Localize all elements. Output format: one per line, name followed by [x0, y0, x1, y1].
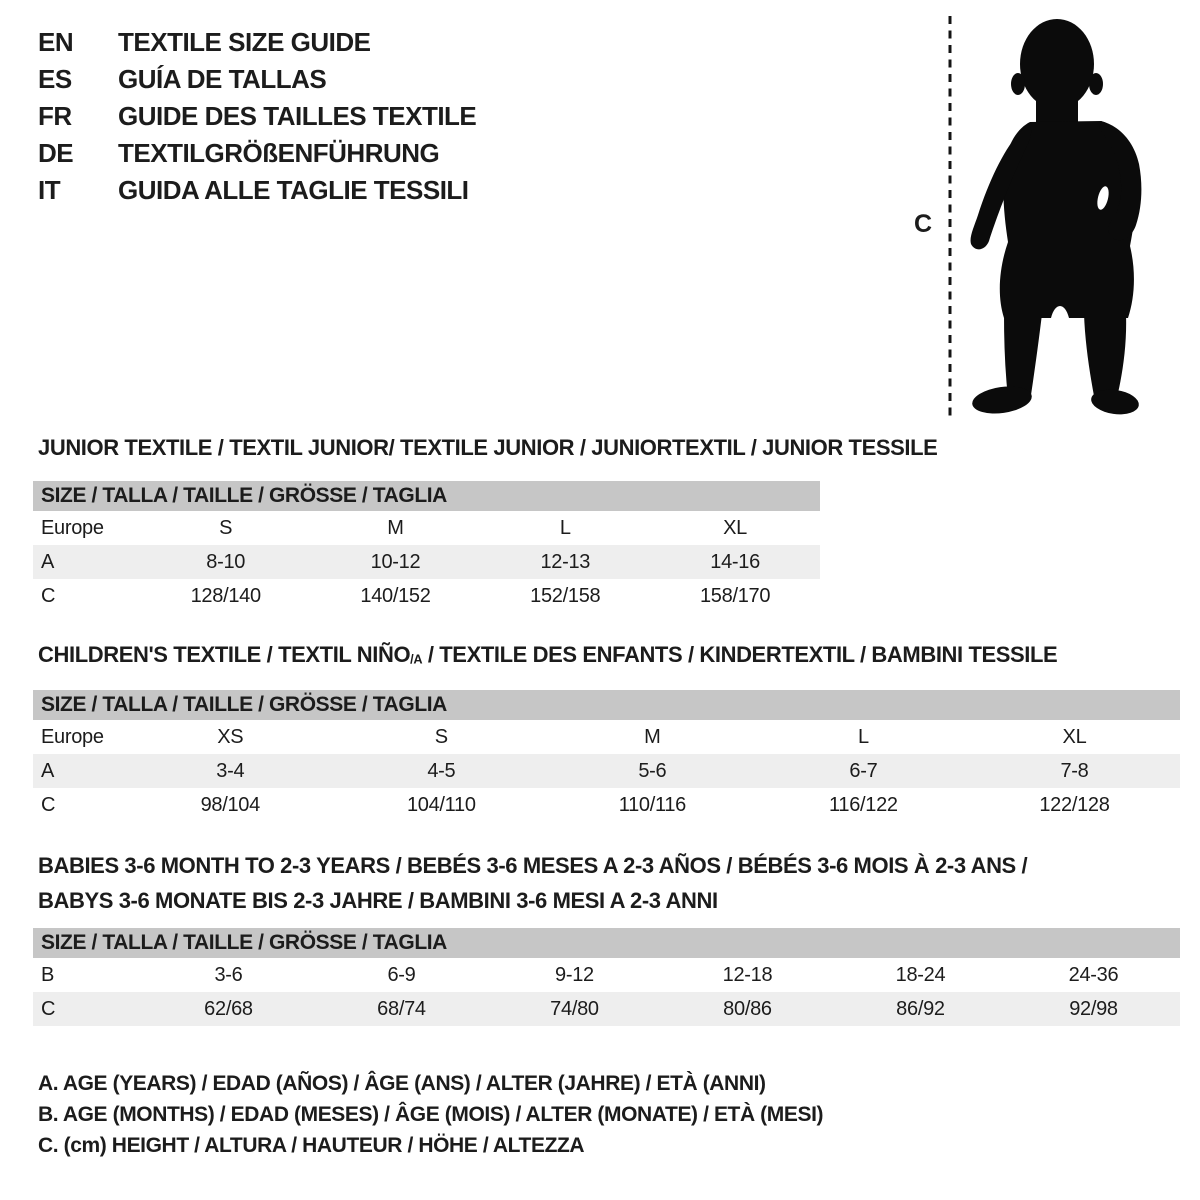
table-header-row — [33, 481, 820, 511]
size-cell: M — [387, 516, 404, 539]
table-row — [33, 720, 1180, 754]
table-row — [33, 511, 820, 545]
legend-line-c: C. (cm) HEIGHT / ALTURA / HAUTEUR / HÖHE / ALTEZZA — [38, 1134, 585, 1157]
guide-title: TEXTILGRÖßENFÜHRUNG — [118, 138, 440, 168]
language-row — [38, 135, 476, 172]
row-label: Europe — [41, 725, 104, 748]
babies-title-line-1: BABIES 3-6 MONTH TO 2-3 YEARS / BEBÉS 3-6 MESES A 2-3 AÑOS / BÉBÉS 3-6 MOIS À 2-3 ANS / — [38, 853, 1028, 878]
row-label: B — [41, 963, 55, 986]
size-cell: S — [219, 516, 233, 539]
language-code: IT — [38, 175, 61, 205]
size-table-header: SIZE / TALLA / TAILLE / GRÖSSE / TAGLIA — [33, 928, 1180, 958]
legend-line-b: B. AGE (MONTHS) / EDAD (MESES) / ÂGE (MOIS) / ALTER (MONATE) / ETÀ (MESI) — [38, 1103, 824, 1126]
table-header-row — [33, 928, 1180, 958]
size-cell: 74/80 — [488, 992, 661, 1026]
row-label: C — [41, 793, 56, 816]
children-title-prefix: CHILDREN'S TEXTILE / TEXTIL NIÑO — [38, 642, 411, 667]
size-table-header: SIZE / TALLA / TAILLE / GRÖSSE / TAGLIA — [33, 690, 1180, 720]
row-label: A — [33, 545, 141, 579]
row-label: Europe — [41, 516, 104, 539]
size-cell: L — [858, 725, 869, 748]
size-cell: 68/74 — [315, 992, 488, 1026]
table-row — [33, 788, 1180, 822]
guide-title: GUIDA ALLE TAGLIE TESSILI — [118, 175, 469, 205]
table-row — [33, 579, 820, 613]
language-row — [38, 24, 476, 61]
size-cell: 122/128 — [1039, 793, 1110, 816]
babies-title-line-2: BABYS 3-6 MONATE BIS 2-3 JAHRE / BAMBINI 3-6 MESI A 2-3 ANNI — [38, 888, 718, 913]
language-title-list — [38, 24, 476, 209]
silhouette-ear-left — [1011, 73, 1025, 95]
size-cell: 116/122 — [829, 793, 898, 816]
size-cell: 8-10 — [141, 545, 311, 579]
size-cell: 6-7 — [758, 754, 969, 788]
size-cell: L — [559, 516, 571, 539]
junior-section-title: JUNIOR TEXTILE / TEXTIL JUNIOR/ TEXTILE JUNIOR / JUNIORTEXTIL / JUNIOR TESSILE — [38, 435, 938, 460]
size-cell: M — [644, 725, 661, 748]
language-code: EN — [38, 27, 74, 57]
size-cell: 6-9 — [387, 963, 416, 986]
size-cell: 80/86 — [661, 992, 834, 1026]
babies-section-title — [38, 848, 1027, 918]
silhouette-ear-right — [1089, 73, 1103, 95]
size-cell: 5-6 — [547, 754, 758, 788]
size-cell: 92/98 — [1007, 992, 1180, 1026]
size-cell: XL — [1062, 725, 1087, 748]
row-label: C — [33, 992, 142, 1026]
silhouette-leg-right — [1084, 314, 1126, 401]
children-title-sub: /A — [410, 651, 423, 667]
size-cell: 9-12 — [555, 963, 594, 986]
legend-line-a: A. AGE (YEARS) / EDAD (AÑOS) / ÂGE (ANS) / ALTER (JAHRE) / ETÀ (ANNI) — [38, 1072, 766, 1095]
silhouette-neck — [1036, 94, 1078, 126]
size-table-header: SIZE / TALLA / TAILLE / GRÖSSE / TAGLIA — [33, 481, 820, 511]
table-row — [33, 754, 1180, 788]
children-size-table — [33, 690, 1180, 822]
size-cell: XL — [723, 516, 748, 539]
size-cell: 12-13 — [480, 545, 650, 579]
guide-title: GUIDE DES TAILLES TEXTILE — [118, 101, 477, 131]
babies-size-table — [33, 928, 1180, 1026]
height-marker-label: C — [914, 210, 933, 238]
size-cell: 3-6 — [214, 963, 243, 986]
size-cell: XS — [217, 725, 244, 748]
size-cell: 7-8 — [969, 754, 1180, 788]
size-cell: 128/140 — [190, 584, 261, 607]
size-cell: 4-5 — [336, 754, 547, 788]
language-row — [38, 172, 476, 209]
table-row — [33, 545, 820, 579]
language-code: DE — [38, 138, 74, 168]
language-code: ES — [38, 64, 72, 94]
toddler-figure — [880, 0, 1200, 440]
table-row — [33, 992, 1180, 1026]
junior-size-table — [33, 481, 820, 613]
size-cell: 10-12 — [311, 545, 481, 579]
size-cell: 140/152 — [360, 584, 431, 607]
size-cell: 24-36 — [1068, 963, 1119, 986]
guide-title: TEXTILE SIZE GUIDE — [118, 27, 371, 57]
children-title-suffix: / TEXTILE DES ENFANTS / KINDERTEXTIL / BAMBINI TESSILE — [422, 642, 1058, 667]
guide-title: GUÍA DE TALLAS — [118, 64, 327, 94]
language-row — [38, 61, 476, 98]
language-code: FR — [38, 101, 72, 131]
table-row — [33, 958, 1180, 992]
toddler-silhouette — [970, 19, 1141, 417]
size-cell: 152/158 — [530, 584, 601, 607]
size-cell: 98/104 — [200, 793, 260, 816]
legend — [38, 1068, 823, 1161]
table-header-row — [33, 690, 1180, 720]
size-cell: 158/170 — [699, 584, 771, 607]
size-cell: 14-16 — [650, 545, 820, 579]
size-cell: 104/110 — [406, 793, 476, 816]
size-cell: 86/92 — [834, 992, 1007, 1026]
size-cell: S — [434, 725, 448, 748]
row-label: C — [41, 584, 56, 607]
size-cell: 110/116 — [618, 793, 686, 816]
size-cell: 62/68 — [142, 992, 315, 1026]
size-cell: 18-24 — [895, 963, 946, 986]
children-section-title — [38, 642, 1057, 668]
language-row — [38, 98, 476, 135]
size-cell: 3-4 — [125, 754, 336, 788]
size-cell: 12-18 — [722, 963, 773, 986]
row-label: A — [33, 754, 125, 788]
